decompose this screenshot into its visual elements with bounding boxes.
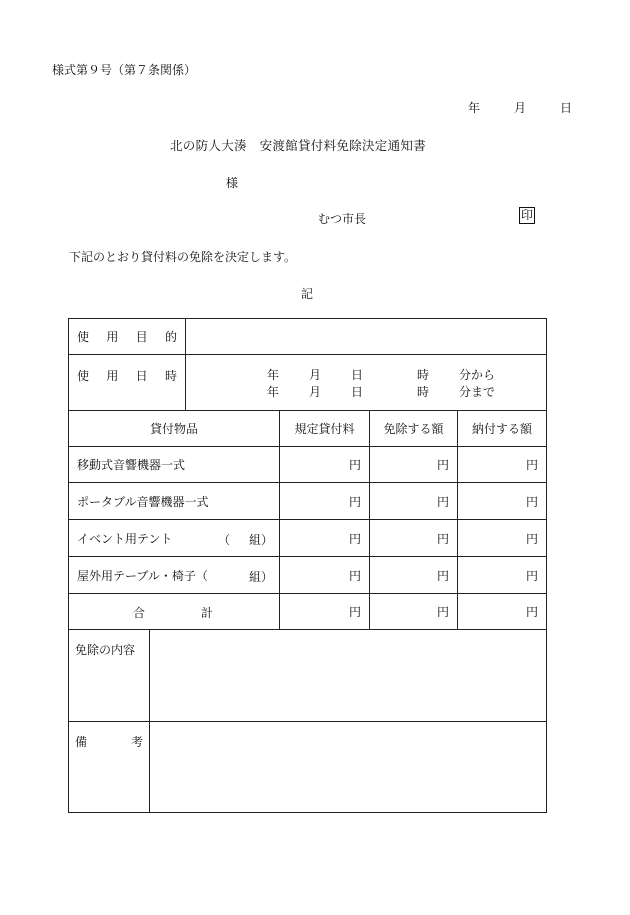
header-payable-amount: 納付する額: [471, 422, 532, 436]
purpose-value[interactable]: [186, 319, 546, 354]
table-row-item: ポータブル音響機器一式: [77, 494, 209, 509]
from-month: 月: [309, 368, 322, 382]
to-suffix: 分まで: [459, 385, 496, 399]
total-label-1: 合: [133, 606, 146, 620]
from-year: 年: [267, 368, 280, 382]
total-standard-fee-yen[interactable]: 円: [348, 605, 361, 619]
addressee-suffix: 様: [226, 176, 239, 190]
form-number: 様式第９号（第７条関係）: [52, 63, 197, 77]
to-day: 日: [351, 385, 364, 399]
remarks-label-1: 備: [75, 735, 88, 749]
to-hour: 時: [417, 385, 430, 399]
payable-amount-yen[interactable]: 円: [525, 568, 538, 583]
qty-open-paren: （: [218, 533, 231, 547]
standard-fee-yen[interactable]: 円: [348, 458, 361, 472]
document-title: 北の防人大湊 安渡館貸付料免除決定通知書: [170, 138, 427, 153]
from-hour: 時: [417, 368, 430, 382]
ki-heading: 記: [301, 287, 314, 301]
purpose-label: 使 用 目 的: [77, 330, 177, 344]
header-standard-fee: 規定貸付料: [294, 422, 355, 436]
date-day: 日: [560, 101, 573, 115]
intro-text: 下記のとおり貸付料の免除を決定します。: [69, 250, 297, 264]
seal-mark: 印: [521, 208, 534, 222]
qty-unit: 組）: [249, 533, 274, 547]
exempt-amount-yen[interactable]: 円: [436, 494, 449, 509]
standard-fee-yen[interactable]: 円: [348, 494, 361, 509]
qty-unit: 組）: [249, 570, 274, 584]
payable-amount-yen[interactable]: 円: [525, 458, 538, 472]
to-year: 年: [267, 385, 280, 399]
total-exempt-amount-yen[interactable]: 円: [436, 605, 449, 619]
date-month: 月: [514, 101, 527, 115]
exemption-label: 免除の内容: [75, 643, 136, 657]
to-month: 月: [309, 385, 322, 399]
date-year: 年: [468, 101, 481, 115]
table-row-item: イベント用テント: [77, 531, 173, 546]
standard-fee-yen[interactable]: 円: [348, 531, 361, 546]
exempt-amount-yen[interactable]: 円: [436, 458, 449, 472]
table-row-item: 屋外用テーブル・椅子（: [77, 568, 208, 583]
table-row-item: 移動式音響機器一式: [77, 458, 186, 472]
payable-amount-yen[interactable]: 円: [525, 494, 538, 509]
total-label-2: 計: [201, 606, 214, 620]
issuer-name: むつ市長: [318, 212, 367, 226]
from-day: 日: [351, 368, 364, 382]
total-payable-amount-yen[interactable]: 円: [525, 605, 538, 619]
exempt-amount-yen[interactable]: 円: [436, 568, 449, 583]
remarks-label-2: 考: [131, 735, 144, 749]
remarks-value[interactable]: [150, 722, 546, 812]
exempt-amount-yen[interactable]: 円: [436, 531, 449, 546]
standard-fee-yen[interactable]: 円: [348, 568, 361, 583]
header-item: 貸付物品: [149, 422, 198, 436]
exemption-value[interactable]: [150, 630, 546, 721]
from-suffix: 分から: [459, 368, 496, 382]
datetime-label: 使 用 日 時: [77, 369, 177, 383]
header-exempt-amount: 免除する額: [383, 422, 444, 436]
payable-amount-yen[interactable]: 円: [525, 531, 538, 546]
